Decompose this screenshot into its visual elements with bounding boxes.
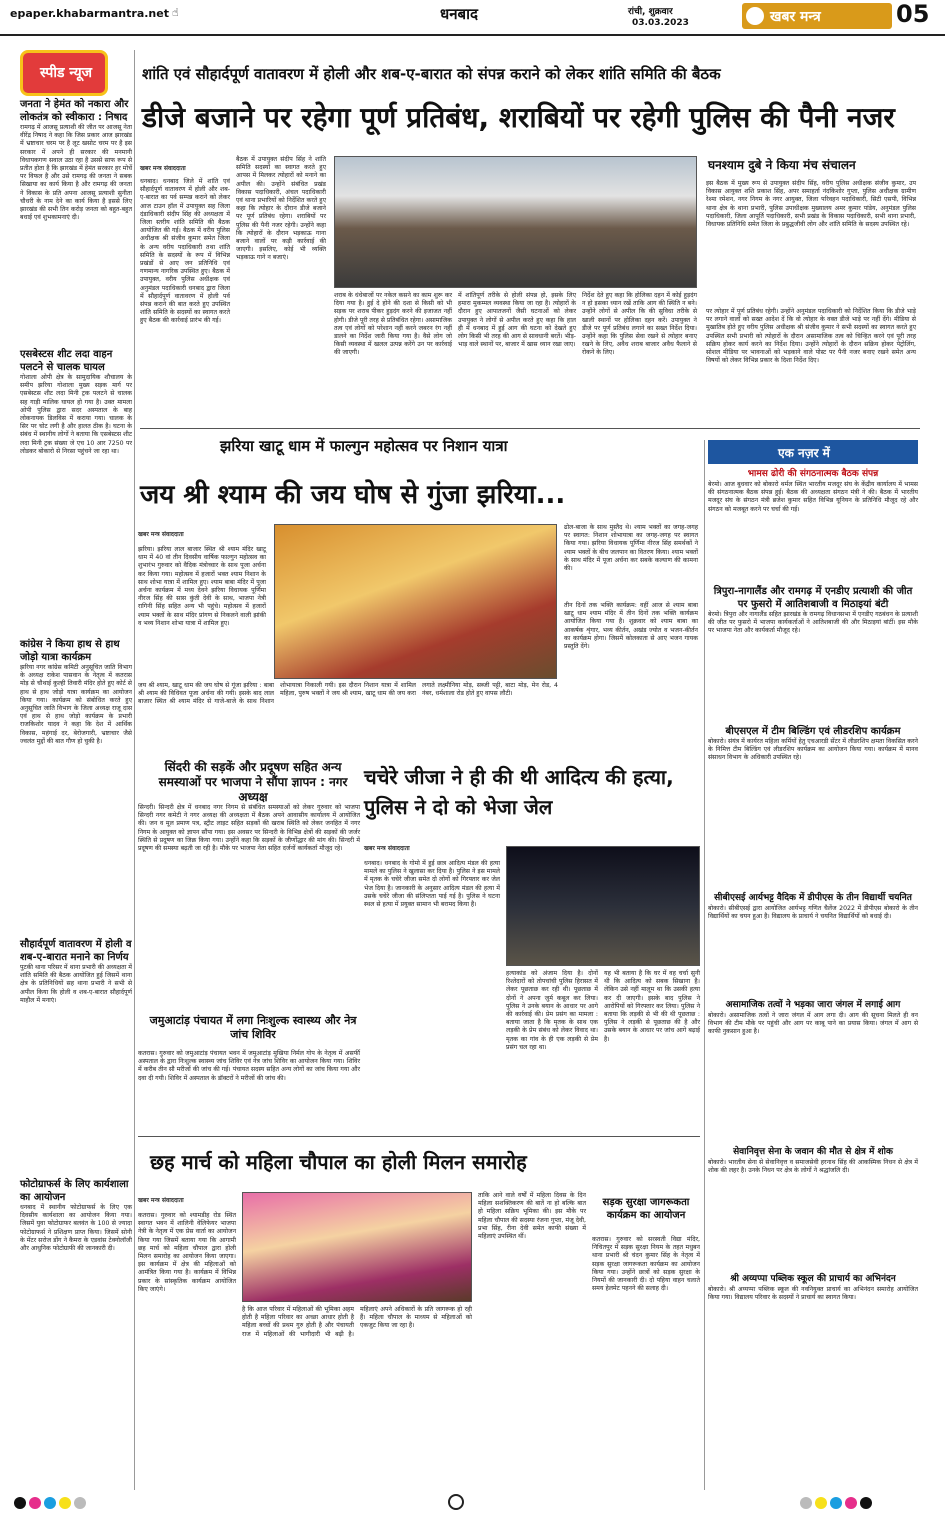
top-story-body-2: बैठक में उपायुक्त संदीप सिंह ने शांति समिति सदस्यों का स्वागत करते हुए आपस में मिलकर त्योहारों को मनाने का अपील की। उन्होंने संबंधित प्रखंड विकास पदाधिकारी, अंचल पदाधिकारी एवं थाना प्रभारियों को निर्देशित करते हुए कहा कि त्योहार के दौरान डीजे बजाने पर पूर्ण प्रतिबंध रहेगा। शराबियों पर पुलिस की पैनी नजर रहेगी। उन्होंने कहा कि त्योहारों के दौरान भड़काऊ गाना बजाने वालों पर कड़ी कार्रवाई की जाएगी। इसलिए, कोई भी व्यक्ति भड़काऊ गाने न बजाएं।: [236, 156, 328, 262]
health-camp-body: कतरास। गुरुवार को जमुआटांड़ पंचायत भवन में जमुआटांड़ मुखिया निर्मल गोप के नेतृत्व में असर्फी अस्पताल के द्वारा निःशुल्क स्वास्थ्य जांच शिविर एवं नेत्र जांच शिविर का आयोजन किया गया। शिविर में करीब तीन सौ मरीजों की जांच की गई। पंचायत सदस्य सहित अन्य लोगों का जांच किया गया और दवा दी गयी। शिविर में अस्पताल के डॉक्टरों ने मरीजों की जांच की।: [138, 1050, 362, 1082]
right-item-4-body: बोकारो। सीबीएसई द्वारा आयोजित आर्यभट्ट गणित चैलेंज 2022 में डीपीएस बोकारो के तीन विद्यार्थियों का चयन हुआ है। विद्यालय के प्राचार्य ने चयनित विद्यार्थियों को बधाई दी।: [708, 905, 920, 921]
road-safety-body: कतरास। गुरुवार को सरस्वती विद्या मंदिर, निचितपुर में सड़क सुरक्षा नियम के तहत मधुबन थाना प्रभारी श्री चंदन कुमार सिंह के नेतृत्व में सड़क सुरक्षा जागरूकता कार्यक्रम का आयोजन किया गया। उन्होंने छात्रों को सड़क सुरक्षा के नियमों की जानकारी दी। दो पहिया वाहन चलाते समय हेलमेट पहनने की सलाह दी।: [592, 1236, 702, 1293]
speed-news-column: [20, 98, 132, 1493]
right-column: [708, 468, 918, 1488]
peace-meeting-photo: [334, 156, 697, 288]
header-rule: [0, 34, 945, 36]
mahila-chaupal-photo: [242, 1192, 472, 1302]
top-story-body-1: धनबाद। धनबाद जिले में शांति एवं सौहार्दपूर्ण वातावरण में होली और शब-ए-बारात का पर्व सम्पन्न कराने को लेकर आज टाउन हॉल में उपायुक्त सह जिला दंडाधिकारी संदीप सिंह की अध्यक्षता में जिला स्तरीय शांति समिति की बैठक आयोजित की गई। बैठक में वरीय पुलिस अधीक्षक श्री संजीव कुमार समेत जिला के अन्य वरीय पदाधिकारी तथा शांति समिति के सदस्यों के रूप में विभिन्न प्रखंडों से आए जन प्रतिनिधि एवं गणमान्य नागरिक उपस्थित हुए। बैठक में उपायुक्त, वरीय पुलिस अधीक्षक एवं अनुमंडल पदाधिकारी धनबाद द्वारा जिला में सौहार्दपूर्ण वातावरण में होली पर्व संपन्न कराने की बात करते हुए उपस्थित शांति समिति के सदस्यों का स्वागत करते हुए बैठक की कार्रवाई प्रारंभ की गई।: [140, 178, 232, 325]
speed-item-5-title: फोटोग्राफर्स के लिए कार्यशाला का आयोजन: [20, 1179, 129, 1203]
top-story-body-3: शराब के धंधेबाजों पर नकेल कसने का काम शुरू कर दिया गया है। हुई दे होने की दशा से किसी को भी सड़क पर शराब पीकर हुड़दंग करने की इजाजत नहीं होगी। डीजे पूरी तरह से प्रतिबंधित रहेगा। असामाजिक तत्व एवं लोगों को परेशान नहीं करने जबरन रंग नहीं डालने का निर्देश जारी किया गया है। वैसे लोग जो किसी व्यवस्था में खलल उत्पन्न करेंगे उन पर कार्रवाई की जाएगी।: [334, 292, 454, 357]
ek-nazar-banner: [708, 440, 918, 464]
cursor-icon: ☝: [172, 6, 179, 19]
aditya-headline: चचेरे जीजा ने ही की थी आदित्य की हत्या, पुलिस ने दो को भेजा जेल: [364, 765, 674, 819]
right-item-3-title: बीएसएल में टीम बिल्डिंग एवं लीडरशिप कार्यक्रम: [725, 726, 901, 737]
speed-item-3-title: कांग्रेस ने किया हाथ से हाथ जोड़ो यात्रा कार्यक्रम: [20, 639, 120, 663]
jharia-body-1: झरिया। झरिया लाल बाजार स्थित श्री श्याम मंदिर खाटू धाम में 40 वां तीन दिवसीय वार्षिक फाल्गुन महोत्सव का शुभारंभ गुरुवार को वैदिक मंत्रोच्चार के साथ पूजा अर्चना कर किया गया। महोत्सव में हजारों भक्त श्याम निशान के साथ शोभा यात्रा में शामिल हुए। श्याम बाबा मंदिर में पूजा अर्चना कार्यक्रम में मध्य देवने झरिया विधायक पूर्णिमा नीरज सिंह की सास कुंती देवी के साथ, भाजपा नेत्री रागिनी सिंह सहित अन्य भी पहुंचे। महोत्सव में हजारों श्याम भक्तों के साथ मंदिर प्रांगण से निकलने वाली झांकी व भव्य निशान शोभा यात्रा में शामिल हुए।: [138, 546, 268, 627]
brand-box: [742, 3, 892, 29]
aditya-body-1: धनबाद। धनबाद के गोमो में हुई छात्र आदित्य मंडल की हत्या मामले का पुलिस ने खुलासा कर दिया है। पुलिस ने इस मामले में मृतक के चचेरे जीजा समेत दो लोगों को गिरफ्तार कर जेल भेज दिया है। जानकारी के अनुसार आदित्य मंडल की हत्या में उसके चचेरे जीजा की संलिप्तता पाई गई है। पुलिस ने घटना स्थल से हत्या में प्रयुक्त सामान भी बरामद किया है।: [364, 860, 502, 909]
right-item-7-title: श्री अय्यप्पा पब्लिक स्कूल की प्राचार्य का अभिनंदन: [730, 1274, 896, 1284]
speed-item-2-title: एसबेस्टस शीट लदा वाहन पलटने से चालक घायल: [20, 349, 113, 373]
speed-item-1-title: जनता ने हेमंत को नकारा और लोकतंत्र को स्वीकारा : निषाद: [20, 99, 129, 123]
top-story-body-4: में शांतिपूर्ण तरीके से होली संपन्न हो, इसके लिए हमारा मुकम्मल व्यवस्था किया जा रहा है। त्योहारों के दौरान हुए आपातजनों जैसी घटनाओं को लेकर उपायुक्त ने लोगों से अपील करते हुए कहा कि हाल ही में धनबाद में हुई आग की घटना को देखते हुए लोग किसी भी तरह की आग से सावधानी बरतें। भीड़-भाड़ वाले स्थानों पर, बाजार में खास ध्यान रखा जाए।: [458, 292, 578, 349]
page-number: 05: [896, 0, 930, 28]
jharia-body-3: तीन दिनों तक भक्ति कार्यक्रम: वहीं आज से श्याम बाबा खाटू धाम श्याम मंदिर में तीन दिनों तक भक्ति कार्यक्रम आयोजित किया गया है। शुक्रवार को श्याम बाबा का आकर्षक शृंगार, भव्य कीर्तन, अखंड ज्योत व भजन-कीर्तन का कार्यक्रम होगा। जिसमें कोलकाता से आए भजन गायक प्रस्तुति देंगे।: [564, 602, 700, 651]
speed-news-logo: [20, 50, 108, 96]
page-header: [0, 0, 945, 44]
right-column-divider: [704, 440, 705, 1490]
color-registration-right: [800, 1494, 920, 1510]
right-item-2-title: त्रिपुरा-नागालैंड और रामगढ़ में एनडीए प्रत्याशी की जीत पर फुसरो में आतिशबाजी व मिठाइयां बंटी: [713, 586, 913, 610]
right-item-5-title: असामाजिक तत्वों ने भड़का जारा जंगल में लगाई आग: [725, 1000, 901, 1010]
site-url[interactable]: epaper.khabarmantra.net: [10, 7, 169, 20]
aditya-body-2: हत्याकांड को अंजाम दिया है। दोनों रिश्तेदारों को तोपचांची पुलिस हिरासत में लेकर पूछताछ कर रही थी। पूछताछ में दोनों ने अपना जुर्म कबूल कर लिया। पुलिस ने उनके बयान के आधार पर आगे की कार्रवाई की। प्रेम प्रसंग का मामला : बताया जाता है कि मृतक के साथ एक लड़की के प्रेम संबंध को लेकर विवाद था। मृतक का गांव के ही एक लड़की से प्रेम प्रसंग चल रहा था।: [506, 970, 600, 1051]
ek-nazar-label: एक नज़र में: [778, 446, 830, 460]
sindri-body: सिन्दरी। सिन्दरी क्षेत्र में धनबाद नगर निगम से संबंधित समस्याओं को लेकर गुरुवार को भाजपा सिन्दरी नगर कमेटी ने नगर अध्यक्ष की अध्यक्षता में बैठक अपने आवासीय कार्यालय में आयोजित की। जन व मूल प्रमाण पत्र, स्ट्रीट लाइट सहित सड़कों की खराब स्थिति को लेकर जनहित में नगर निगम के आयुक्त को ज्ञापन सौंपा गया। इस अवसर पर सिन्दरी के विभिन्न क्षेत्रों की सड़कों की जर्जर स्थिति से प्रदूषण का जिक्र किया गया। उन्होंने कहा कि सड़कों के जीर्णोद्धार की मांग की। सिन्दरी में प्रदूषण की समस्या बढ़ती जा रही है। मौके पर भाजपा नेता सहित दर्जनों कार्यकर्ता मौजूद रहे।: [138, 804, 362, 853]
right-item-5-body: बोकारो। असामाजिक तत्वों ने जारा जंगल में आग लगा दी। आग की सूचना मिलते ही वन विभाग की टीम मौके पर पहुंची और आग पर काबू पाने का प्रयास किया। जंगल में आग से काफी नुकसान हुआ है।: [708, 1012, 920, 1036]
mahila-body-3: ताकि आने वाले वर्षों में महिला दिवस के दिन महिला सशक्तिकरण की बातें ना हो बल्कि बात हो महिला सक्रिय भूमिका की। इस मौके पर महिला चौपाल की सदस्या रंजना गुप्ता, मंजू देवी, प्रभा सिंह, रीना देवी समेत काफी संख्या में महिलाएं उपस्थित थीं।: [478, 1192, 588, 1241]
speed-item-5-body: धनबाद में स्थानीय फोटोग्राफर्स के लिए एक दिवसीय कार्यशाला का आयोजन किया गया। जिसमें युवा फोटोग्राफर बलवंत के 100 से ज्यादा फोटोग्राफर्स ने प्रशिक्षण प्राप्त किया। जिसमें सोनी के मेंटर सरोज डोंग ने कैमरा के एडवांस टेक्नोलॉजी और आधुनिक फोटोग्राफी की जानकारी दी।: [20, 1204, 134, 1253]
brand-logo-icon: [746, 7, 764, 25]
aditya-body-3: यह भी बताया है कि घर में वह चर्चा सुनी थी कि आदित्य को सबक सिखाना है। लेकिन उसे नहीं मालूम था कि उसकी हत्या कर दी जाएगी। इसके बाद पुलिस ने आरोपियों को गिरफ्तार कर लिया। पुलिस ने बताया कि लड़की से भी की थी पूछताछ : पुलिस ने लड़की से पूछताछ की है और उसके बयान के आधार पर जांच आगे बढ़ाई है।: [604, 970, 702, 1043]
jharia-procession-photo: [274, 524, 557, 679]
side-story-body-2: पर त्योहार में पूर्ण प्रतिबंध रहेगी। उन्होंने अनुमंडल पदाधिकारी को निर्देशित किया कि डीजे भाड़े पर लगाने वालों को सख्त आदेश दें कि वो त्योहार के वक्त डीजे भाड़े पर नहीं देंगे। मीडिया से मुखातिब होते हुए वरीय पुलिस अधीक्षक श्री संजीव कुमार ने सभी सदस्यों का स्वागत करते हुए उपस्थित सभी प्रभारी को त्योहारों के दौरान असामाजिक तत्व को चिन्हित करने एवं पूरी तरह सक्रिय होकर कार्य करने का निर्देश दिया। उन्होंने त्योहारों के दौरान सक्रिय होकर पेट्रोलिंग, सोशल मीडिया पर भावनाओं को भड़काने वाले पोस्ट पर पैनी नजर बनाए रखने समेत अन्य विषयों को लेकर विभिन्न प्रकार के दिशा निर्देश दिए।: [706, 308, 918, 365]
right-item-3-body: बोकारो। संयंत्र में कार्यरत महिला कर्मियों हेतु एचआरडी सेंटर में लीडरशिप क्षमता विकसित करने के निमित्त टीम बिल्डिंग एवं लीडरशिप कार्यक्रम का आयोजन किया गया। कार्यक्रम में मानव संसाधन विभाग के अधिकारी उपस्थित रहे।: [708, 738, 920, 762]
dateline-place: रांची, शुक्रवार: [628, 7, 673, 17]
aditya-crime-scene-photo: [506, 846, 700, 966]
side-story-body: इस बैठक में मुख्य रूप से उपायुक्त संदीप सिंह, वरीय पुलिस अधीक्षक संजीव कुमार, उप विकास आयुक्त शशि प्रकाश सिंह, अपर समाहर्ता नंदकिशोर गुप्ता, पुलिस अधीक्षक ग्रामीण रेश्मा रमेशन, नगर निगम के नगर आयुक्त, जिला परिवहन पदाधिकारी, सिटी एसपी, विभिन्न थाना क्षेत्र के थाना प्रभारी, पुलिस उपाधीक्षक मुख्यालय अमर कुमार पांडेय, अनुमंडल पुलिस पदाधिकारी, जिला आपूर्ति पदाधिकारी, सभी प्रखंड के विकास पदाधिकारी, सभी थाना प्रभारी, विधायक प्रतिनिधि समेत जिला के प्रबुद्धजीवी लोग और शांति समिति के सदस्य उपस्थित रहे।: [706, 180, 918, 229]
speed-news-label: स्पीड न्यूज: [39, 65, 93, 81]
right-item-2-body: बेरमो। त्रिपुरा और नागालैंड सहित झारखंड के रामगढ़ विधानसभा में एनडीए गठबंधन के प्रत्याशी की जीत पर फुसरो में भाजपा कार्यकर्ताओं ने आतिशबाजी की और मिठाइयां बांटीं। इस मौके पर भाजपा नेता और कार्यकर्ता मौजूद रहे।: [708, 611, 920, 635]
right-item-6-title: सेवानिवृत्त सेना के जवान की मौत से क्षेत्र में शोक: [733, 1147, 893, 1157]
speed-item-4-body: पुटकी थाना परिसर में थाना प्रभारी की अध्यक्षता में शांति समिति की बैठक आयोजित हुई जिसमें थाना क्षेत्र के प्रतिनिधियों सह थाना प्रभारी ने सभी से अपील किया कि होली व शब-ए-बारात सौहार्दपूर्ण माहौल में मनाएं।: [20, 964, 134, 1004]
mahila-headline: छह मार्च को महिला चौपाल का होली मिलन समारोह: [150, 1150, 527, 1174]
road-safety-headline: सड़क सुरक्षा जागरूकता कार्यक्रम का आयोजन: [602, 1197, 690, 1221]
jharia-caption: जय श्री श्याम, खाटू धाम की जय घोष से गूंजा झरिया : बाबा श्री श्याम की विधिवत पूजा अर्चना की गयी। इसके बाद लाल बाजार स्थित श्री श्याम मंदिर से गाजे-बाजे के साथ निशान शोभायात्रा निकाली गयी। इस दौरान निशान यात्रा में शामिल महिला, पुरुष भक्तों ने जय श्री श्याम, खाटू धाम की जय करा लगाते लक्ष्मीनिया मोड़, सब्जी पट्टी, बाटा मोड़, मेन रोड, 4 नंबर, धर्मशाला रोड होते हुए वापस लौटी।: [138, 682, 560, 706]
top-story-body-5: निर्देश देते हुए कहा कि होलिका दहन में कोई हुड़दंग न हो इसका ध्यान रखें ताकि आग की स्थिति न बने। उन्होंने लोगों से अपील कि की सुविधा तरीके से खाली स्थानों पर होलिका दहन करें। उपायुक्त ने डीजे पर पूर्ण प्रतिबंध लगाने का सख्त निर्देश दिया। उन्होंने कहा कि पुलिस सेवा रखने से त्योहार बनाए रखने के लिए, अवैध शराब बाजार अवैध फैलाने से रोकने के लिए।: [582, 292, 699, 357]
brand-name: खबर मन्त्र: [770, 9, 821, 25]
jharia-kicker: झरिया खाटू धाम में फाल्गुन महोत्सव पर निशान यात्रा: [220, 437, 508, 455]
right-item-6-body: बोकारो। भारतीय सेना से सेवानिवृत्त व समाजसेवी हरनाथ सिंह की आकस्मिक निधन से क्षेत्र में शोक की लहर है। उनके निधन पर क्षेत्र के लोगों ने श्रद्धांजलि दी।: [708, 1159, 920, 1175]
column-divider: [134, 50, 135, 1490]
mahila-byline: खबर मन्त्र संवाददाता: [138, 1197, 184, 1204]
rule-2: [138, 1136, 700, 1137]
speed-item-2-body: गोशाला ओपी क्षेत्र के सामुदायिक शौचालय के समीप झरिया गोशाला मुख्य सड़क मार्ग पर एसबेस्टस शीट लदा मिनी ट्रक पलटने से चालक सह गाड़ी मालिक घायल हो गया है। उक्त मामला ओपी पुलिस द्वारा सदर अस्पताल के बाह लोकनायक डिलविस में कराया गया। चालक के सिर पर चोट लगी है और हालत ठीक है। घटना के संबंध में स्थानीय लोगों ने बताया कि एसबेस्टस शीट लदा मिनी ट्रक संख्या जे एच 10 आर 7250 पर लोडकर बोकारो से निरसा पहुंचने जा रहा था।: [20, 374, 134, 455]
jharia-headline: जय श्री श्याम की जय घोष से गुंजा झरिया...: [140, 480, 566, 510]
mahila-body-2: है कि आज परिवार में महिलाओं की भूमिका अहम होती है महिला परिवार का अच्छा आधार होती है महिला बच्चों की प्रथम गुरु होती है और पंचायती राज में महिलाओं की भागीदारी भी बढ़ी है। महिलाएं अपने अधिकारों के प्रति जागरूक हो रही हैं। महिला चौपाल के माध्यम से महिलाओं को एकजुट किया जा रहा है।: [242, 1306, 474, 1338]
side-story-headline: घनश्याम दुबे ने किया मंच संचालन: [708, 158, 856, 172]
jharia-byline: खबर मन्त्र संवाददाता: [138, 531, 184, 538]
speed-item-3-body: झरिया नगर कांग्रेस कमिटी अनुसूचित जाति विभाग के अध्यक्ष राकेश पासवान के नेतृत्व में कतरास मोड़ से चौथाई कुल्ही तिवारी मंदिर होते हुए कोर्ट से हाथ से हाथ जोड़ो यात्रा कार्यक्रम का आयोजन किया गया। कार्यक्रम को संबोधित करते हुए अनुसूचित जाति विभाग के जिला अध्यक्ष राजू दास एवं हाथ से हाथ जोड़ो कार्यक्रम के प्रभारी राजकिशोर यादव ने कहा कि देश में आर्थिक विकास, महंगाई दर, बेरोजगारी, भ्रष्टाचार जैसे ज्वलंत मुद्दों की बात गौण हो चुकी है।: [20, 664, 134, 745]
right-item-1-body: बेरमो। आज बुधवार को बोकारो थर्मल स्थित भारतीय मजदूर संघ के केंद्रीय कार्यालय में भामस की संगठनात्मक बैठक संपन्न हुई। बैठक की अध्यक्षता संगठन मंत्री ने की। बैठक में भारतीय मजदूर संघ के संगठन मंत्री ब्रजेश कुमार सहित विभिन्न यूनियन के प्रतिनिधि मौजूद रहे और संगठन को मजबूत करने पर चर्चा की गई।: [708, 481, 920, 513]
aditya-byline: खबर मन्त्र संवाददाता: [364, 845, 410, 852]
registration-mark-icon: [448, 1494, 464, 1510]
right-item-1-title: भामस ढोरी की संगठनात्मक बैठक संपन्न: [747, 469, 879, 479]
speed-item-1-body: रामगढ़ में आजसू प्रत्याशी की जीत पर आजसू नेता वीरेंद्र निषाद ने कहा कि जिस प्रकार आज झारखंड में भ्रष्टाचार चरम पर है लूट खसोट चरम पर है इस सरकार में अपने ही सरकार की मनमानी विधायकगण सवाल उठा रहा है उससे साफ रूप से प्रतीत होता है कि झारखंड में हेमंत सरकार हर मोर्चे पर विफल है और उसे रामगढ़ की जनता ने सबक सिखाया का कार्य किया है और रामगढ़ की जनता ने विकास के प्रति अपना आजसू प्रत्याशी सुनीता चौधरी के नाम देने का कार्य किया है इससे लिए झारखंड की सभी तिन करोड़ जनता को बहुत-बहुत बधाई एवं शुभकामनाएं दी।: [20, 124, 134, 222]
mahila-body-1: कतरास। गुरुवार को श्यामडीह रोड स्थित स्वागत भवन में शालिनी वेलिफेयर भाजपा नेत्री के नेतृत्व में एक प्रेस वार्ता का आयोजन किया गया जिसमें बताया गया कि आगामी छह मार्च को महिला चौपाल द्वारा होली मिलन समारोह का आयोजन किया जाएगा। इस कार्यक्रम में क्षेत्र की महिलाओं को आमंत्रित किया गया है। कार्यक्रम में विभिन्न प्रकार के सांस्कृतिक कार्यक्रम आयोजित किए जाएंगे।: [138, 1212, 238, 1293]
speed-item-4-title: सौहार्दपूर्ण वातावरण में होली व शब-ए-बारात मनाने का निर्णय: [20, 939, 132, 963]
section-title: धनबाद: [440, 5, 478, 23]
right-item-7-body: बोकारो। श्री अय्यप्पा पब्लिक स्कूल की नवनियुक्त प्राचार्य का अभिनंदन समारोह आयोजित किया गया। विद्यालय परिवार के सदस्यों ने प्राचार्य का स्वागत किया।: [708, 1286, 920, 1302]
rule-1: [140, 428, 920, 429]
dateline-date: 03.03.2023: [632, 18, 689, 28]
sindri-headline: सिंदरी की सड़कें और प्रदूषण सहित अन्य समस्याओं पर भाजपा ने सौंपा ज्ञापन : नगर अध्यक्ष: [158, 760, 348, 804]
top-story-kicker: शांति एवं सौहार्दपूर्ण वातावरण में होली और शब-ए-बारात को संपन्न कराने को लेकर शांति समिति की बैठक: [142, 65, 721, 83]
top-story-headline: डीजे बजाने पर रहेगा पूर्ण प्रतिबंध, शराबियों पर रहेगी पुलिस की पैनी नजर: [142, 101, 895, 134]
health-camp-headline: जमुआटांड़ पंचायत में लगा निःशुल्क स्वास्थ्य और नेत्र जांच शिविर: [149, 1014, 357, 1041]
top-story-byline: खबर मन्त्र संवाददाता: [140, 165, 186, 172]
color-registration-left: [14, 1494, 134, 1510]
jharia-body-2: ढोल-बाजा के साथ मुस्तैद थे। श्याम भक्तों का जगह-जगह पर स्वागत: निशान शोभायात्रा का जगह-जगह पर स्वागत किया गया। झरिया विधायक पूर्णिमा नीरज सिंह समर्थकों ने श्याम भक्तों के बीच जलपान का वितरण किया। श्याम भक्तों के साथ मंदिर में पूजा अर्चना कर सबके कल्याण की कामना की।: [564, 524, 700, 573]
right-item-4-title: सीबीएसई आर्यभट्ट वैदिक में डीपीएस के तीन विद्यार्थी चयनित: [714, 893, 912, 903]
